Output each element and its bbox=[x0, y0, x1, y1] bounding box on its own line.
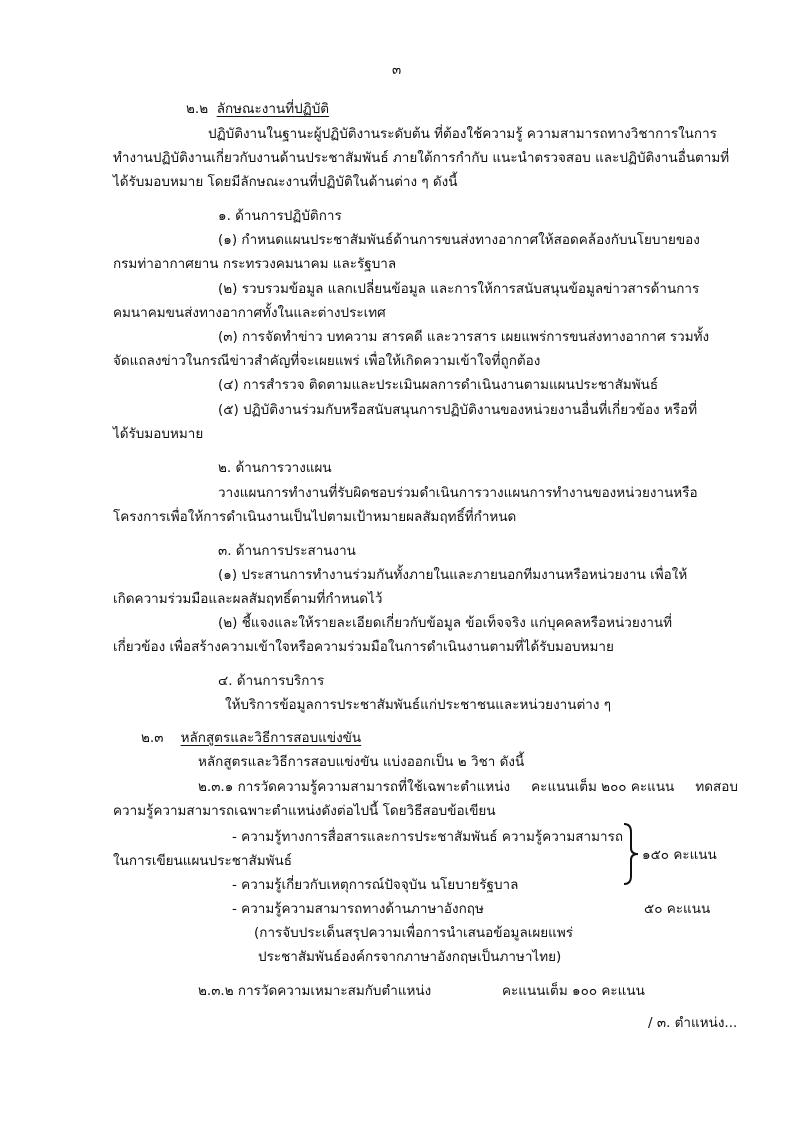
section-title: ลักษณะงานที่ปฏิบัติ bbox=[216, 101, 330, 117]
area-heading: ๒. ด้านการวางแผน bbox=[218, 460, 332, 476]
subject-item: - ความรู้ทางการสื่อสารและการประชาสัมพันธ์ ความรู้ความสามารถ bbox=[232, 829, 623, 845]
list-item: (๑) ประสานการทำงานร่วมกันทั้งภายในและภายนอกทีมงานหรือหน่วยงาน เพื่อให้ bbox=[218, 567, 688, 583]
list-item-cont: โครงการเพื่อให้การดำเนินงานเป็นไปตามเป้าหมายผลสัมฤทธิ์ที่กำหนด bbox=[113, 509, 517, 525]
subject-item: - ความรู้ความสามารถทางด้านภาษาอังกฤษ bbox=[232, 901, 484, 917]
section-number: ๒.๒ bbox=[186, 101, 209, 117]
section-2-3-heading bbox=[141, 728, 361, 748]
subject-note: ประชาสัมพันธ์องค์กรจากภาษาอังกฤษเป็นภาษาไทย) bbox=[258, 949, 562, 965]
section-2-2-heading bbox=[186, 99, 329, 119]
list-item-cont: เกิดความร่วมมือและผลสัมฤทธิ์ตามที่กำหนดไว้ bbox=[113, 591, 383, 607]
sub-2-3-2-label: ๒.๓.๒ การวัดความเหมาะสมกับตำแหน่ง bbox=[198, 983, 432, 999]
list-item: ให้บริการข้อมูลการประชาสัมพันธ์แก่ประชาชนและหน่วยงานต่าง ๆ bbox=[225, 697, 611, 713]
list-item: (๓) การจัดทำข่าว บทความ สารคดี และวารสาร เผยแพร่การขนส่งทางอากาศ รวมทั้ง bbox=[218, 329, 710, 345]
list-item: (๒) ชี้แจงและให้รายละเอียดเกี่ยวกับข้อมูล ข้อเท็จจริง แก่บุคคลหรือหน่วยงานที่ bbox=[218, 615, 673, 631]
area-heading: ๑. ด้านการปฏิบัติการ bbox=[218, 208, 342, 224]
list-item-cont: เกี่ยวข้อง เพื่อสร้างความเข้าใจหรือความร่วมมือในการดำเนินงานตามที่ได้รับมอบหมาย bbox=[113, 639, 614, 655]
section-number: ๒.๓ bbox=[141, 730, 164, 746]
test-word: ทดสอบ bbox=[695, 779, 738, 795]
list-item: (๑) กำหนดแผนประชาสัมพันธ์ด้านการขนส่งทางอากาศให้สอดคล้องกับนโยบายของ bbox=[218, 232, 700, 248]
paragraph-line: ทำงานปฏิบัติงานเกี่ยวกับงานด้านประชาสัมพันธ์ ภายใต้การกำกับ แนะนำตรวจสอบ และปฏิบัติงานอื่นตามที่ bbox=[113, 150, 730, 166]
paragraph-line: ได้รับมอบหมาย โดยมีลักษณะงานที่ปฏิบัติในด้านต่าง ๆ ดังนี้ bbox=[113, 174, 458, 190]
list-item: (๔) การสำรวจ ติดตามและประเมินผลการดำเนินงานตามแผนประชาสัมพันธ์ bbox=[218, 377, 659, 393]
sub-2-3-1-label: ๒.๓.๑ การวัดความรู้ความสามารถที่ใช้เฉพาะตำแหน่ง bbox=[198, 779, 511, 795]
subject-item-cont: ในการเขียนแผนประชาสัมพันธ์ bbox=[113, 853, 292, 869]
list-item-cont: คมนาคมขนส่งทางอากาศทั้งในและต่างประเทศ bbox=[113, 305, 386, 321]
sub-2-3-1-line bbox=[198, 777, 738, 797]
area-heading: ๓. ด้านการประสานงาน bbox=[218, 543, 356, 559]
area-heading: ๔. ด้านการบริการ bbox=[218, 673, 325, 689]
subject-note: (การจับประเด็นสรุปความเพื่อการนำเสนอข้อมูลเผยแพร่ bbox=[254, 925, 574, 941]
sub-2-3-2-score: คะแนนเต็ม ๑๐๐ คะแนน bbox=[502, 983, 645, 999]
list-item: วางแผนการทำงานที่รับผิดชอบร่วมดำเนินการวางแผนการทำงานของหน่วยงานหรือ bbox=[218, 485, 698, 501]
curly-brace-icon bbox=[622, 822, 640, 886]
group-score: ๑๕๐ คะแนน bbox=[642, 847, 717, 863]
full-score: คะแนนเต็ม ๒๐๐ คะแนน bbox=[531, 779, 675, 795]
paragraph-line: ความรู้ความสามารถเฉพาะตำแหน่งดังต่อไปนี้ โดยวิธีสอบข้อเขียน bbox=[113, 803, 496, 819]
continuation-marker: / ๓. ตำแหน่ง... bbox=[648, 1015, 738, 1031]
paragraph-line: หลักสูตรและวิธีการสอบแข่งขัน แบ่งออกเป็น ๒ วิชา ดังนี้ bbox=[198, 754, 525, 770]
subject-item: - ความรู้เกี่ยวกับเหตุการณ์ปัจจุบัน นโยบายรัฐบาล bbox=[232, 877, 519, 893]
section-title: หลักสูตรและวิธีการสอบแข่งขัน bbox=[180, 730, 362, 746]
page-number: ๓ bbox=[392, 62, 402, 78]
english-score: ๕๐ คะแนน bbox=[644, 901, 711, 917]
list-item: (๒) รวบรวมข้อมูล แลกเปลี่ยนข้อมูล และการให้การสนับสนุนข้อมูลข่าวสารด้านการ bbox=[218, 281, 700, 297]
list-item-cont: จัดแถลงข่าวในกรณีข่าวสำคัญที่จะเผยแพร่ เพื่อให้เกิดความเข้าใจที่ถูกต้อง bbox=[113, 353, 541, 369]
list-item-cont: กรมท่าอากาศยาน กระทรวงคมนาคม และรัฐบาล bbox=[113, 256, 397, 272]
paragraph-line: ปฏิบัติงานในฐานะผู้ปฏิบัติงานระดับต้น ที่ต้องใช้ความรู้ ความสามารถทางวิชาการในการ bbox=[208, 126, 717, 142]
list-item: (๕) ปฏิบัติงานร่วมกับหรือสนับสนุนการปฏิบัติงานของหน่วยงานอื่นที่เกี่ยวข้อง หรือที่ bbox=[218, 402, 698, 418]
list-item-cont: ได้รับมอบหมาย bbox=[113, 426, 204, 442]
